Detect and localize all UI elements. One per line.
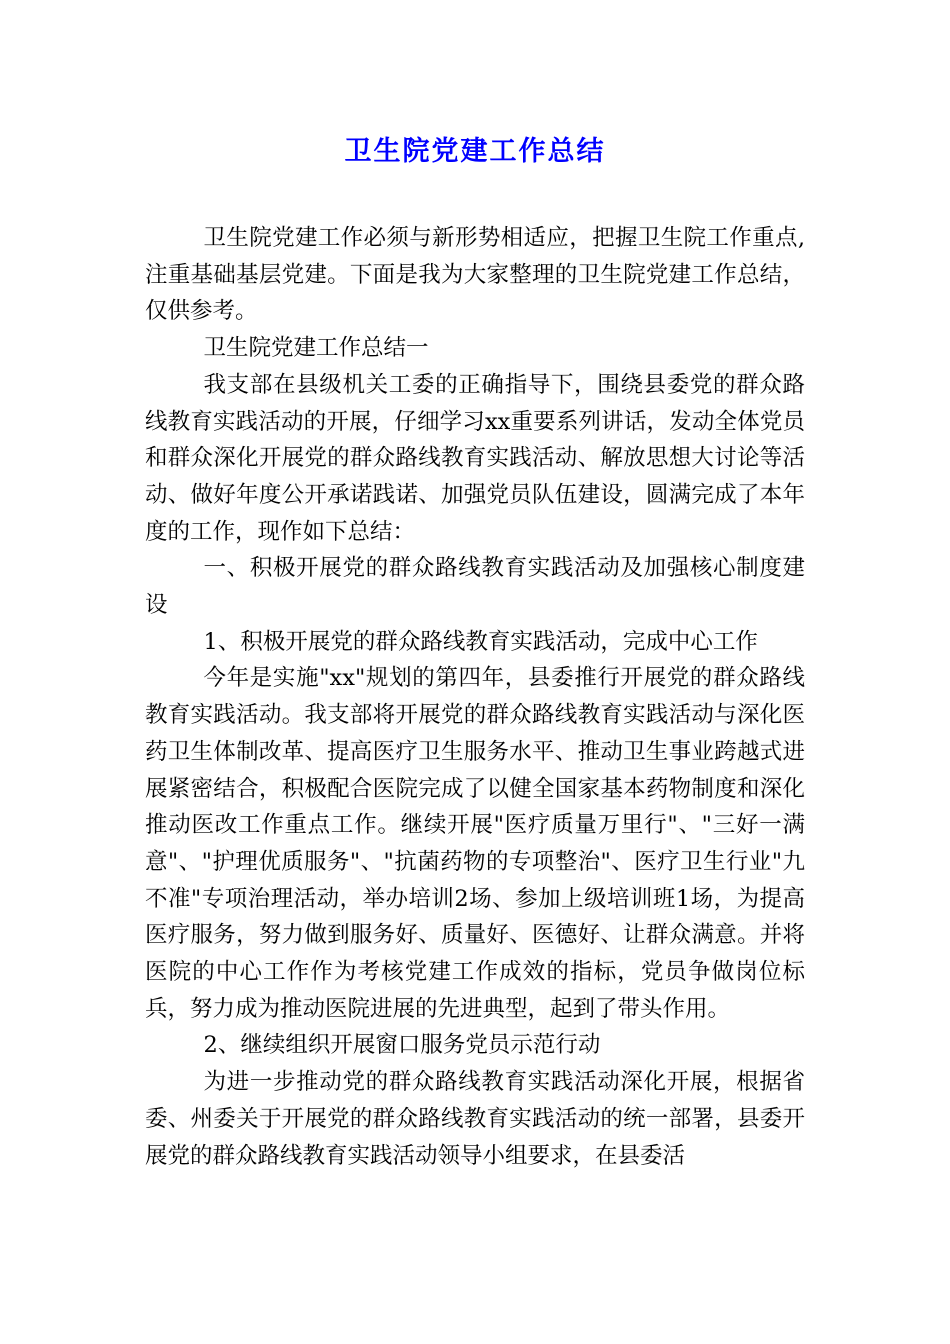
document-body: [145, 220, 805, 1174]
paragraph-intro: 卫生院党建工作必须与新形势相适应，把握卫生院工作重点,注重基础基层党建。下面是我为大家整理的卫生院党建工作总结，仅供参考。: [145, 225, 805, 325]
section-heading-one: 一、积极开展党的群众路线教育实践活动及加强核心制度建设: [145, 555, 805, 619]
paragraph-overview: 我支部在县级机关工委的正确指导下，围绕县委党的群众路线教育实践活动的开展，仔细学习xx重要系列讲话，发动全体党员和群众深化开展党的群众路线教育实践活动、解放思想大讨论等活动、做好年度公开承诺践诺、加强党员队伍建设，圆满完成了本年度的工作，现作如下总结：: [145, 371, 805, 545]
document-title: 卫生院党建工作总结: [344, 136, 606, 167]
section-heading-summary-one: 卫生院党建工作总结一: [203, 335, 429, 362]
subheading-2: 2、继续组织开展窗口服务党员示范行动: [203, 1032, 601, 1059]
paragraph-deployment: 为进一步推动党的群众路线教育实践活动深化开展，根据省委、州委关于开展党的群众路线教育实践活动的统一部署，县委开展党的群众路线教育实践活动领导小组要求，在县委活: [145, 1069, 805, 1169]
subheading-1: 1、积极开展党的群众路线教育实践活动，完成中心工作: [203, 628, 758, 655]
paragraph-plan-year: 今年是实施"xx"规划的第四年，县委推行开展党的群众路线教育实践活动。我支部将开展党的群众路线教育实践活动与深化医药卫生体制改革、提高医疗卫生服务水平、推动卫生事业跨越式进展紧密结合，积极配合医院完成了以健全国家基本药物制度和深化推动医改工作重点工作。继续开展"医疗质量万里行"、"三好一满意"、"护理优质服务"、"抗菌药物的专项整治"、医疗卫生行业"九不准"专项治理活动，举办培训2场、参加上级培训班1场，为提高医疗服务，努力做到服务好、质量好、医德好、让群众满意。并将医院的中心工作作为考核党建工作成效的指标，党员争做岗位标兵，努力成为推动医院进展的先进典型，起到了带头作用。: [145, 665, 805, 1022]
